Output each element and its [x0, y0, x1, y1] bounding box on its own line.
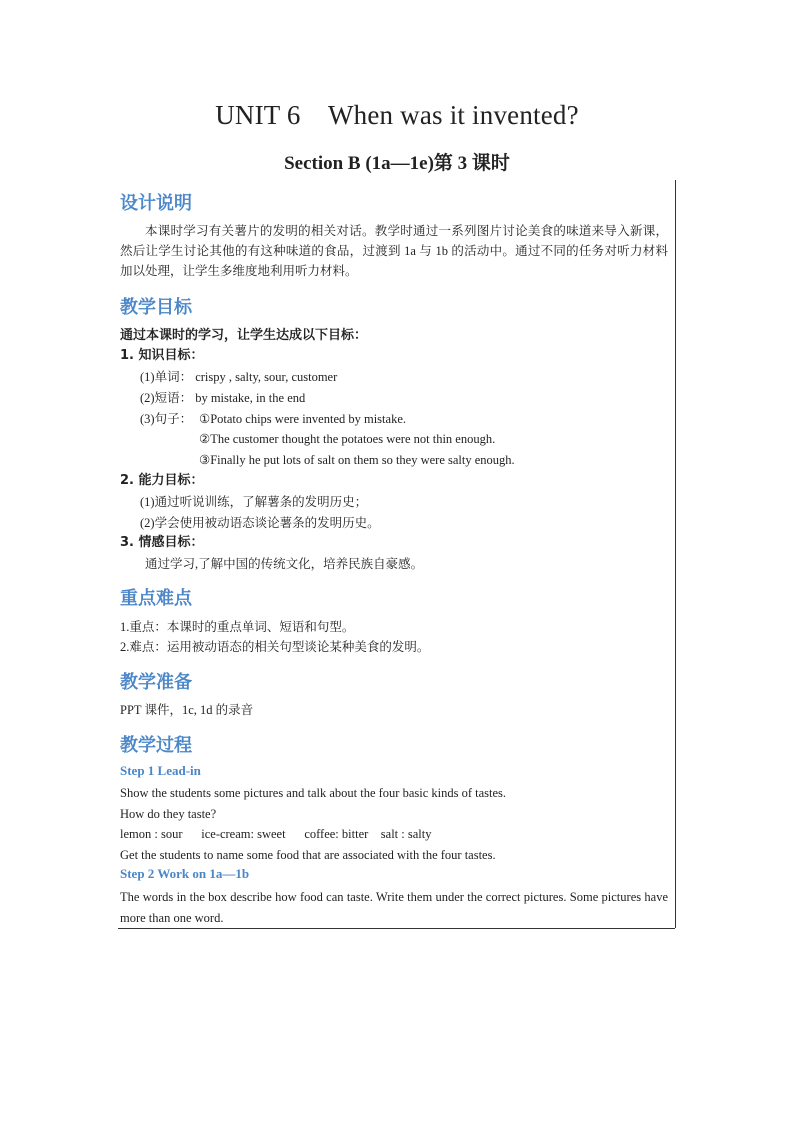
words-line: (1)单词： crispy , salty, sour, customer	[140, 370, 338, 384]
unit-title: UNIT 6 When was it invented?	[215, 100, 579, 130]
ability-item-1: (1)通过听说训练，了解薯条的发明历史；	[140, 495, 368, 509]
design-heading: 设计说明	[120, 193, 192, 214]
step1-line-4: Get the students to name some food that are associated with the four tastes.	[120, 848, 496, 862]
phrases-line: (2)短语： by mistake, in the end	[140, 391, 306, 405]
preparation-text: PPT 课件，1c, 1d 的录音	[120, 703, 254, 717]
emotion-item-1: 通过学习,了解中国的传统文化，培养民族自豪感。	[145, 557, 424, 571]
sentence-2: ②The customer thought the potatoes were not thin enough.	[199, 432, 496, 446]
knowledge-title: 1. 知识目标：	[120, 348, 204, 363]
step2-text: The words in the box describe how food can taste. Write them under the correct pictures. Some pictures have more than one word.	[120, 890, 668, 925]
step2-title: Step 2 Work on 1a—1b	[120, 866, 250, 881]
step1-title: Step 1 Lead-in	[120, 763, 201, 778]
key-point-2: 2.难点：运用被动语态的相关句型谈论某种美食的发明。	[120, 640, 430, 654]
objectives-heading: 教学目标	[120, 297, 192, 318]
sentence-1: ①Potato chips were invented by mistake.	[199, 412, 406, 426]
table-right-border	[675, 180, 676, 928]
step1-line-3: lemon : sour ice-cream: sweet coffee: bitter salt : salty	[120, 827, 432, 841]
step1-line-1: Show the students some pictures and talk about the four basic kinds of tastes.	[120, 786, 507, 800]
sentence-3: ③Finally he put lots of salt on them so they were salty enough.	[199, 453, 515, 467]
key-points-heading: 重点难点	[120, 588, 192, 609]
objectives-intro: 通过本课时的学习，让学生达成以下目标：	[120, 328, 368, 343]
emotion-title: 3. 情感目标：	[120, 535, 204, 550]
preparation-heading: 教学准备	[120, 672, 192, 693]
step1-line-2: How do they taste?	[120, 807, 217, 821]
sentences-label: (3)句子：	[140, 412, 193, 426]
section-subtitle: Section B (1a—1e)第 3 课时	[284, 153, 510, 174]
process-heading: 教学过程	[120, 735, 192, 756]
key-point-1: 1.重点：本课时的重点单词、短语和句型。	[120, 620, 355, 634]
ability-item-2: (2)学会使用被动语态谈论薯条的发明历史。	[140, 516, 380, 530]
design-text: 本课时学习有关薯片的发明的相关对话。教学时通过一系列图片讨论美食的味道来导入新课，然后让学生讨论其他的有这种味道的食品，过渡到 1a 与 1b 的活动中。通过不同的任务对听力材料加以处理，让学生多维度地利用听力材料。	[120, 224, 668, 278]
ability-title: 2. 能力目标：	[120, 473, 204, 488]
